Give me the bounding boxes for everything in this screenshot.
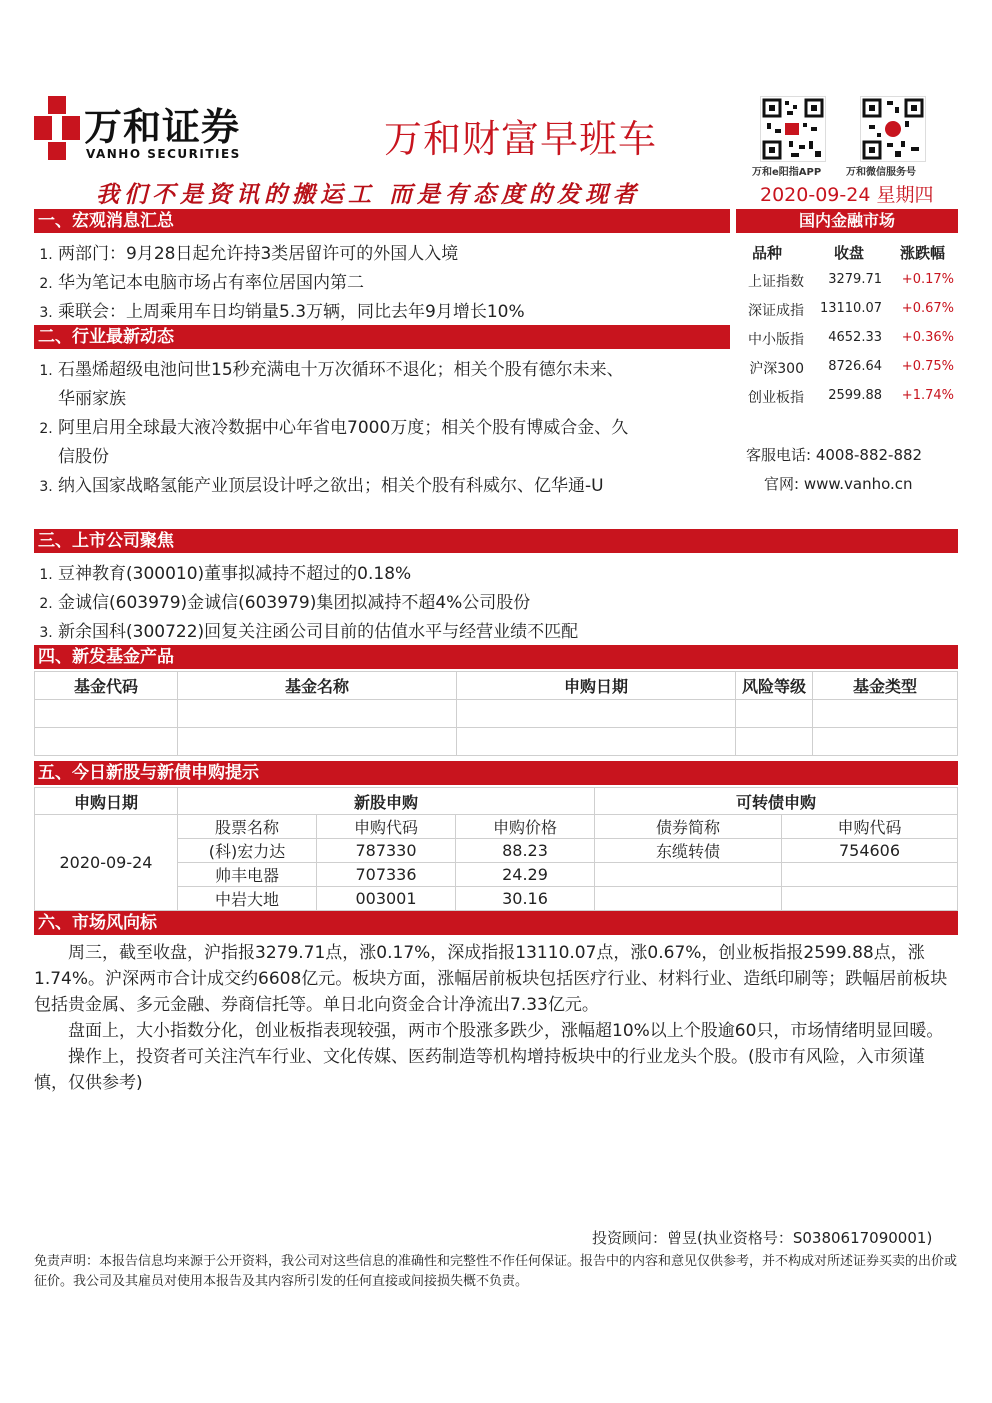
stock-name: 帅丰电器 xyxy=(178,863,317,887)
report-date: 2020-09-24 星期四 xyxy=(760,184,934,206)
ipo-col-date: 申购日期 xyxy=(35,788,178,815)
stock-price: 24.29 xyxy=(456,863,595,887)
list-item: 3. 新余国科(300722)回复关注函公司目前的估值水平与经营业绩不匹配 xyxy=(39,622,579,642)
ipo-subcol: 申购代码 xyxy=(782,815,958,839)
fund-table xyxy=(34,671,958,756)
stock-name: (科)宏力达 xyxy=(178,839,317,863)
list-item: 1. 两部门：9月28日起允许持3类居留许可的外国人入境 xyxy=(39,244,459,264)
list-item: 3. 乘联会：上周乘用车日均销量5.3万辆，同比去年9月增长10% xyxy=(39,302,525,322)
market-index-change: +1.74% xyxy=(901,388,954,403)
table-header-row xyxy=(35,672,958,700)
market-col-change: 涨跌幅 xyxy=(900,244,946,262)
market-index-change: +0.67% xyxy=(901,301,954,316)
slogan: 我们不是资讯的搬运工 而是有态度的发现者 xyxy=(96,181,642,208)
market-index-close: 4652.33 xyxy=(828,330,882,345)
service-phone: 客服电话: 4008-882-882 xyxy=(746,446,923,464)
outlook-paragraph: 周三，截至收盘，沪指报3279.71点，涨0.17%，深成指报13110.07点，涨0.67%，创业板指报2599.88点，涨1.74%。沪深两市合计成交约6608亿元。板块方面，涨幅居前板块包括医疗行业、材料行业、造纸印刷等；跌幅居前板块包括贵金属、多元金融、券商信托等。单日北向资金合计净流出7.33亿元。 xyxy=(34,943,948,1015)
qr-code-wechat-icon xyxy=(860,96,926,162)
list-item: 2. 金诚信(603979)金诚信(603979)集团拟减持不超4%公司股份 xyxy=(39,593,531,613)
ipo-col-bond: 可转债申购 xyxy=(595,788,958,815)
market-col-name: 品种 xyxy=(752,244,783,262)
table-row xyxy=(35,728,958,756)
qr-caption-app: 万和e阳指APP xyxy=(752,167,822,178)
market-panel-header: 国内金融市场 xyxy=(736,209,958,233)
ipo-subcol: 申购代码 xyxy=(317,815,456,839)
fund-col-risk: 风险等级 xyxy=(736,672,813,700)
market-index-change: +0.75% xyxy=(901,359,954,374)
stock-price: 88.23 xyxy=(456,839,595,863)
fund-col-name: 基金名称 xyxy=(178,672,457,700)
qr-code-app-icon xyxy=(760,96,826,162)
section-header-outlook: 六、市场风向标 xyxy=(34,911,958,935)
fund-col-date: 申购日期 xyxy=(457,672,736,700)
market-index-change: +0.36% xyxy=(901,330,954,345)
outlook-paragraph: 操作上，投资者可关注汽车行业、文化传媒、医药制造等机构增持板块中的行业龙头个股。(股市有风险，入市须谨慎，仅供参考) xyxy=(34,1047,925,1093)
market-index-name: 深证成指 xyxy=(748,303,804,319)
table-row xyxy=(35,700,958,728)
ipo-subcol: 债券简称 xyxy=(595,815,782,839)
market-col-close: 收盘 xyxy=(834,244,865,262)
list-item: 1. 豆神教育(300010)董事拟减持不超过的0.18% xyxy=(39,564,412,584)
market-index-change: +0.17% xyxy=(901,272,954,287)
table-subheader-row xyxy=(35,815,958,839)
ipo-subcol: 股票名称 xyxy=(178,815,317,839)
list-item: 1. 石墨烯超级电池问世15秒充满电十万次循环不退化；相关个股有德尔未来、 xyxy=(39,360,624,380)
ipo-col-stock: 新股申购 xyxy=(178,788,595,815)
logo-subtext: VANHO SECURITIES xyxy=(86,147,241,161)
section-header-companies: 三、上市公司聚焦 xyxy=(34,529,958,553)
market-index-name: 沪深300 xyxy=(749,361,804,377)
outlook-paragraph: 盘面上，大小指数分化，创业板指表现较强，两市个股涨多跌少，涨幅超10%以上个股逾60只，市场情绪明显回暖。 xyxy=(68,1021,944,1041)
list-item: 2. 华为笔记本电脑市场占有率位居国内第二 xyxy=(39,273,364,293)
stock-code: 787330 xyxy=(317,839,456,863)
market-index-close: 3279.71 xyxy=(828,272,882,287)
section-header-macro: 一、宏观消息汇总 xyxy=(34,209,730,233)
market-index-close: 2599.88 xyxy=(828,388,882,403)
market-index-close: 8726.64 xyxy=(828,359,882,374)
advisor-info: 投资顾问：曾昱(执业资格号：S0380617090001) xyxy=(592,1229,933,1247)
market-index-name: 创业板指 xyxy=(748,390,804,406)
disclaimer: 免责声明：本报告信息均来源于公开资料，我公司对这些信息的准确性和完整性不作任何保证。报告中的内容和意见仅供参考，并不构成对所述证券买卖的出价或征价。我公司及其雇员对使用本报告及其内容所引发的任何直接或间接损失概不负责。 xyxy=(34,1254,958,1289)
list-item: 3. 纳入国家战略氢能产业顶层设计呼之欲出；相关个股有科威尔、亿华通-U xyxy=(39,476,604,496)
bond-code: 754606 xyxy=(782,839,958,863)
table-header-row xyxy=(35,788,958,815)
bond-name: 东缆转债 xyxy=(595,839,782,863)
list-item-continuation: 信股份 xyxy=(58,447,109,467)
logo-mark-icon xyxy=(34,96,80,162)
stock-price: 30.16 xyxy=(456,887,595,911)
fund-col-type: 基金类型 xyxy=(813,672,958,700)
market-index-name: 中小版指 xyxy=(748,332,804,348)
section-header-funds: 四、新发基金产品 xyxy=(34,645,958,669)
stock-code: 707336 xyxy=(317,863,456,887)
page-title: 万和财富早班车 xyxy=(384,117,658,161)
qr-caption-wechat: 万和微信服务号 xyxy=(846,167,916,178)
market-index-name: 上证指数 xyxy=(748,274,804,290)
section-header-industry: 二、行业最新动态 xyxy=(34,325,730,349)
website-link[interactable]: 官网: www.vanho.cn xyxy=(764,475,913,493)
fund-col-code: 基金代码 xyxy=(35,672,178,700)
logo-text: 万和证券 xyxy=(84,105,241,149)
stock-name: 中岩大地 xyxy=(178,887,317,911)
ipo-subcol: 申购价格 xyxy=(456,815,595,839)
list-item-continuation: 华丽家族 xyxy=(58,389,126,409)
outlook-body xyxy=(34,940,958,1096)
market-index-close: 13110.07 xyxy=(819,301,882,316)
stock-code: 003001 xyxy=(317,887,456,911)
ipo-date: 2020-09-24 xyxy=(35,815,178,911)
ipo-table xyxy=(34,787,958,911)
list-item: 2. 阿里启用全球最大液冷数据中心年省电7000万度；相关个股有博威合金、久 xyxy=(39,418,629,438)
section-header-ipo: 五、今日新股与新债申购提示 xyxy=(34,761,958,785)
